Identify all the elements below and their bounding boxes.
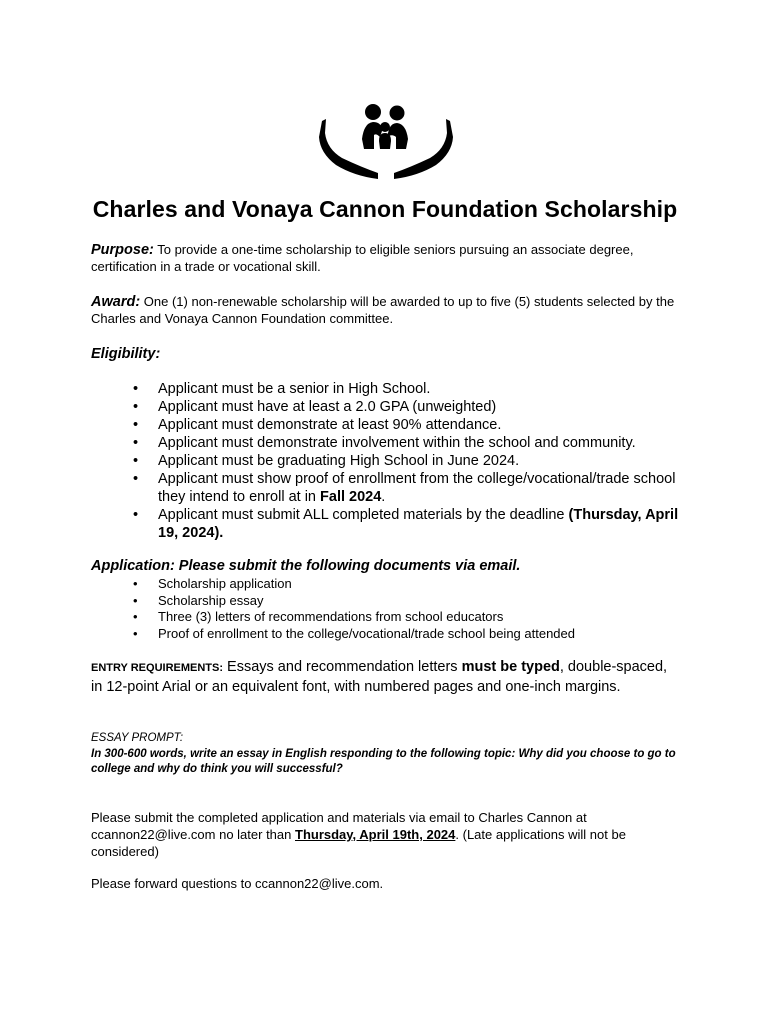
foundation-logo xyxy=(316,103,456,183)
left-figure-body xyxy=(362,122,382,149)
essay-prompt-text: In 300-600 words, write an essay in English responding to the following topic: Why did you choose to go to college and why do think you will successful? xyxy=(91,747,676,775)
list-item: • Applicant must demonstrate involvement within the school and community. xyxy=(133,434,693,452)
deadline-date: Thursday, April 19th, 2024 xyxy=(295,827,456,842)
application-list xyxy=(133,576,693,642)
left-figure-head xyxy=(365,104,381,120)
eligibility-heading: Eligibility: xyxy=(91,346,161,362)
award-paragraph xyxy=(91,294,691,327)
award-label: Award: xyxy=(91,294,141,310)
list-item: • Applicant must submit ALL completed materials by the deadline (Thursday, April 19, 2024). xyxy=(133,506,693,542)
list-item: • Applicant must have at least a 2.0 GPA (unweighted) xyxy=(133,398,693,416)
list-item: • Proof of enrollment to the college/vocational/trade school being attended xyxy=(133,626,693,643)
list-item: • Three (3) letters of recommendations from school educators xyxy=(133,609,693,626)
list-item: • Scholarship application xyxy=(133,576,693,593)
purpose-text: To provide a one-time scholarship to eligible seniors pursuing an associate degree, certification in a trade or vocational skill. xyxy=(91,242,634,274)
list-item: • Applicant must show proof of enrollment from the college/vocational/trade school they intend to enroll at in Fall 2024. xyxy=(133,470,693,506)
right-figure-head xyxy=(390,106,405,121)
essay-prompt-label: ESSAY PROMPT: xyxy=(91,732,184,744)
essay-prompt xyxy=(91,731,691,778)
eligibility-list xyxy=(133,380,693,542)
application-heading: Application: Please submit the following documents via email. xyxy=(91,558,521,574)
questions-contact: Please forward questions to ccannon22@live.com. xyxy=(91,876,384,891)
submission-instructions: Please submit the completed application and materials via email to Charles Cannon at ccannon22@live.com no later than Thursday, April 19th, 2024. (Late applications will not be considered) xyxy=(91,810,626,859)
list-item: • Applicant must be graduating High School in June 2024. xyxy=(133,452,693,470)
entry-label: ENTRY REQUIREMENTS: xyxy=(91,662,224,674)
right-figure-body xyxy=(388,123,408,149)
page-title: Charles and Vonaya Cannon Foundation Scholarship xyxy=(92,196,678,222)
award-text: One (1) non-renewable scholarship will be awarded to up to five (5) students selected by the Charles and Vonaya Cannon Foundation committee. xyxy=(91,294,675,326)
list-item: • Applicant must demonstrate at least 90% attendance. xyxy=(133,416,693,434)
list-item: • Applicant must be a senior in High School. xyxy=(133,380,693,398)
entry-requirements: ENTRY REQUIREMENTS: Essays and recommendation letters must be typed, double-spaced, in 12-point Arial or an equivalent font, with numbered pages and one-inch margins. xyxy=(91,659,668,695)
purpose-paragraph xyxy=(91,242,691,275)
child-body xyxy=(379,133,391,149)
list-item: • Scholarship essay xyxy=(133,593,693,610)
purpose-label: Purpose: xyxy=(91,242,154,258)
